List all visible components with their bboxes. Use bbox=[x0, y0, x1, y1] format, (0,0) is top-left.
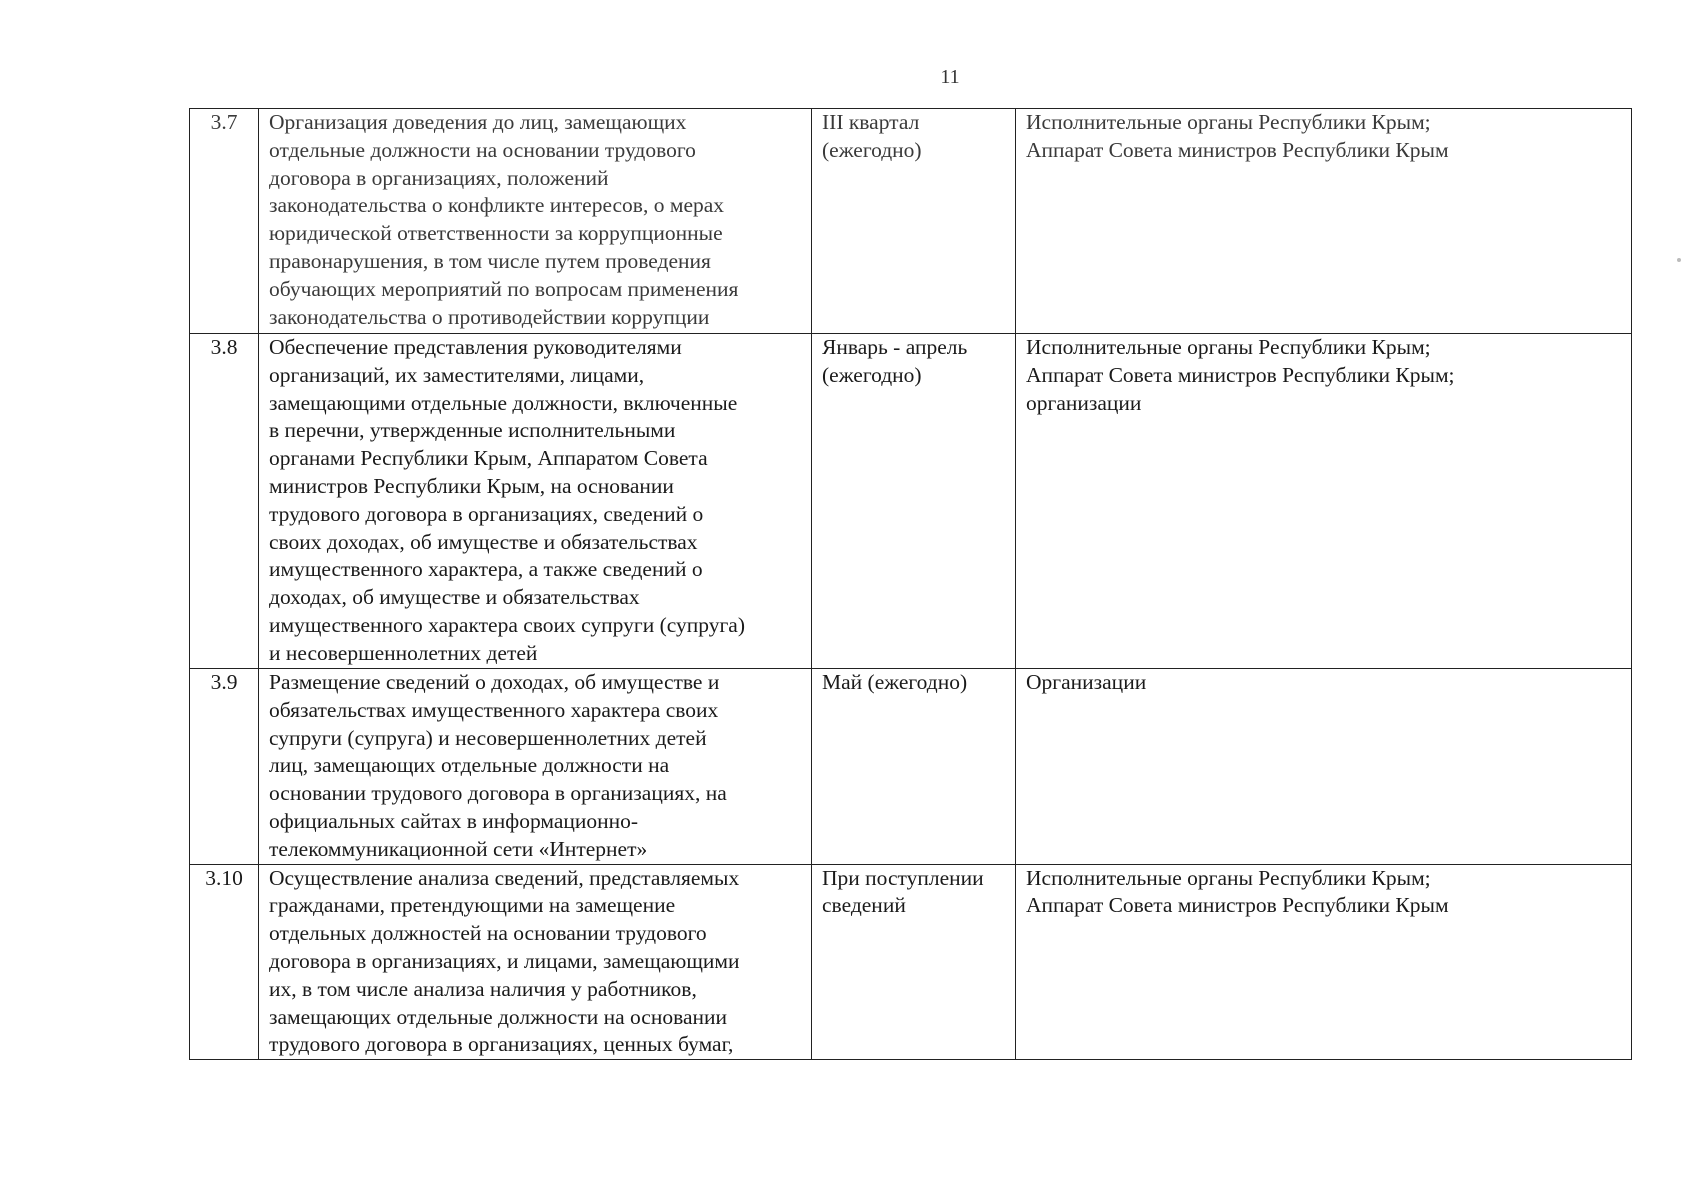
item-number: 3.10 bbox=[190, 864, 259, 1060]
deadline-line: сведений bbox=[822, 893, 906, 918]
description-line: Осуществление анализа сведений, представляемых bbox=[269, 865, 740, 890]
deadline-line: Январь - апрель bbox=[822, 335, 968, 359]
responsible-line: Аппарат Совета министров Республики Крым bbox=[1026, 893, 1449, 918]
table-row bbox=[190, 109, 1632, 334]
description-line: органами Республики Крым, Аппаратом Совета bbox=[269, 446, 708, 471]
description-line: их, в том числе анализа наличия у работников, bbox=[269, 976, 697, 1001]
page-number: 11 bbox=[940, 66, 960, 88]
description-line: и несовершеннолетних детей bbox=[269, 640, 538, 665]
responsible-line: Исполнительные органы Республики Крым; bbox=[1026, 110, 1431, 134]
item-responsible bbox=[1016, 864, 1632, 1060]
description-line: юридической ответственности за коррупционные bbox=[269, 221, 723, 246]
item-description bbox=[259, 669, 812, 865]
item-deadline bbox=[812, 109, 1016, 334]
deadline-line: III квартал bbox=[822, 110, 920, 134]
table-row bbox=[190, 669, 1632, 865]
item-number: 3.7 bbox=[190, 109, 259, 334]
description-line: имущественного характера, а также сведений о bbox=[269, 557, 703, 582]
description-line: трудового договора в организациях, сведений о bbox=[269, 501, 704, 526]
responsible-line: организации bbox=[1026, 390, 1142, 415]
item-description bbox=[259, 109, 812, 334]
item-responsible bbox=[1016, 109, 1632, 334]
item-deadline bbox=[812, 334, 1016, 669]
description-line: гражданами, претендующими на замещение bbox=[269, 893, 676, 918]
description-line: трудового договора в организациях, ценных бумаг, bbox=[269, 1032, 734, 1057]
item-description bbox=[259, 864, 812, 1060]
description-line: имущественного характера своих супруги (супруга) bbox=[269, 612, 746, 637]
description-line: замещающих отдельные должности на основании bbox=[269, 1004, 728, 1029]
item-number: 3.8 bbox=[190, 334, 259, 669]
description-line: законодательства о противодействии коррупции bbox=[269, 304, 710, 329]
description-line: лиц, замещающих отдельные должности на bbox=[269, 753, 670, 778]
responsible-line: Организации bbox=[1026, 670, 1147, 694]
deadline-line: (ежегодно) bbox=[822, 137, 922, 162]
description-line: министров Республики Крым, на основании bbox=[269, 473, 674, 498]
description-line: в перечни, утвержденные исполнительными bbox=[269, 418, 676, 443]
description-line: законодательства о конфликте интересов, о мерах bbox=[269, 193, 725, 218]
description-line: отдельных должностей на основании трудового bbox=[269, 921, 707, 946]
description-line: своих доходах, об имуществе и обязательствах bbox=[269, 529, 698, 554]
responsible-line: Аппарат Совета министров Республики Крым bbox=[1026, 137, 1449, 162]
description-line: Обеспечение представления руководителями bbox=[269, 335, 682, 359]
action-plan-table bbox=[189, 108, 1632, 1060]
item-responsible bbox=[1016, 669, 1632, 865]
responsible-line: Исполнительные органы Республики Крым; bbox=[1026, 335, 1431, 359]
description-line: телекоммуникационной сети «Интернет» bbox=[269, 836, 648, 861]
description-line: Организация доведения до лиц, замещающих bbox=[269, 110, 687, 134]
item-deadline bbox=[812, 864, 1016, 1060]
description-line: обязательствах имущественного характера своих bbox=[269, 697, 719, 722]
item-deadline bbox=[812, 669, 1016, 865]
item-number: 3.9 bbox=[190, 669, 259, 865]
description-line: отдельные должности на основании трудового bbox=[269, 137, 696, 162]
table-row bbox=[190, 864, 1632, 1060]
deadline-line: (ежегодно) bbox=[822, 362, 922, 387]
item-responsible bbox=[1016, 334, 1632, 669]
responsible-line: Аппарат Совета министров Республики Крым; bbox=[1026, 362, 1455, 387]
deadline-line: Май (ежегодно) bbox=[822, 670, 968, 694]
description-line: доходах, об имуществе и обязательствах bbox=[269, 585, 640, 610]
description-line: замещающими отдельные должности, включенные bbox=[269, 390, 738, 415]
scan-speck bbox=[1677, 258, 1681, 262]
table-row bbox=[190, 334, 1632, 669]
description-line: правонарушения, в том числе путем проведения bbox=[269, 248, 711, 273]
description-line: организаций, их заместителями, лицами, bbox=[269, 362, 645, 387]
description-line: Размещение сведений о доходах, об имуществе и bbox=[269, 670, 720, 694]
description-line: договора в организациях, положений bbox=[269, 165, 609, 190]
description-line: договора в организациях, и лицами, замещающими bbox=[269, 948, 740, 973]
deadline-line: При поступлении bbox=[822, 865, 984, 890]
responsible-line: Исполнительные органы Республики Крым; bbox=[1026, 865, 1431, 890]
item-description bbox=[259, 334, 812, 669]
description-line: основании трудового договора в организациях, на bbox=[269, 781, 727, 806]
description-line: обучающих мероприятий по вопросам применения bbox=[269, 276, 739, 301]
description-line: супруги (супруга) и несовершеннолетних детей bbox=[269, 725, 707, 750]
description-line: официальных сайтах в информационно- bbox=[269, 808, 639, 833]
